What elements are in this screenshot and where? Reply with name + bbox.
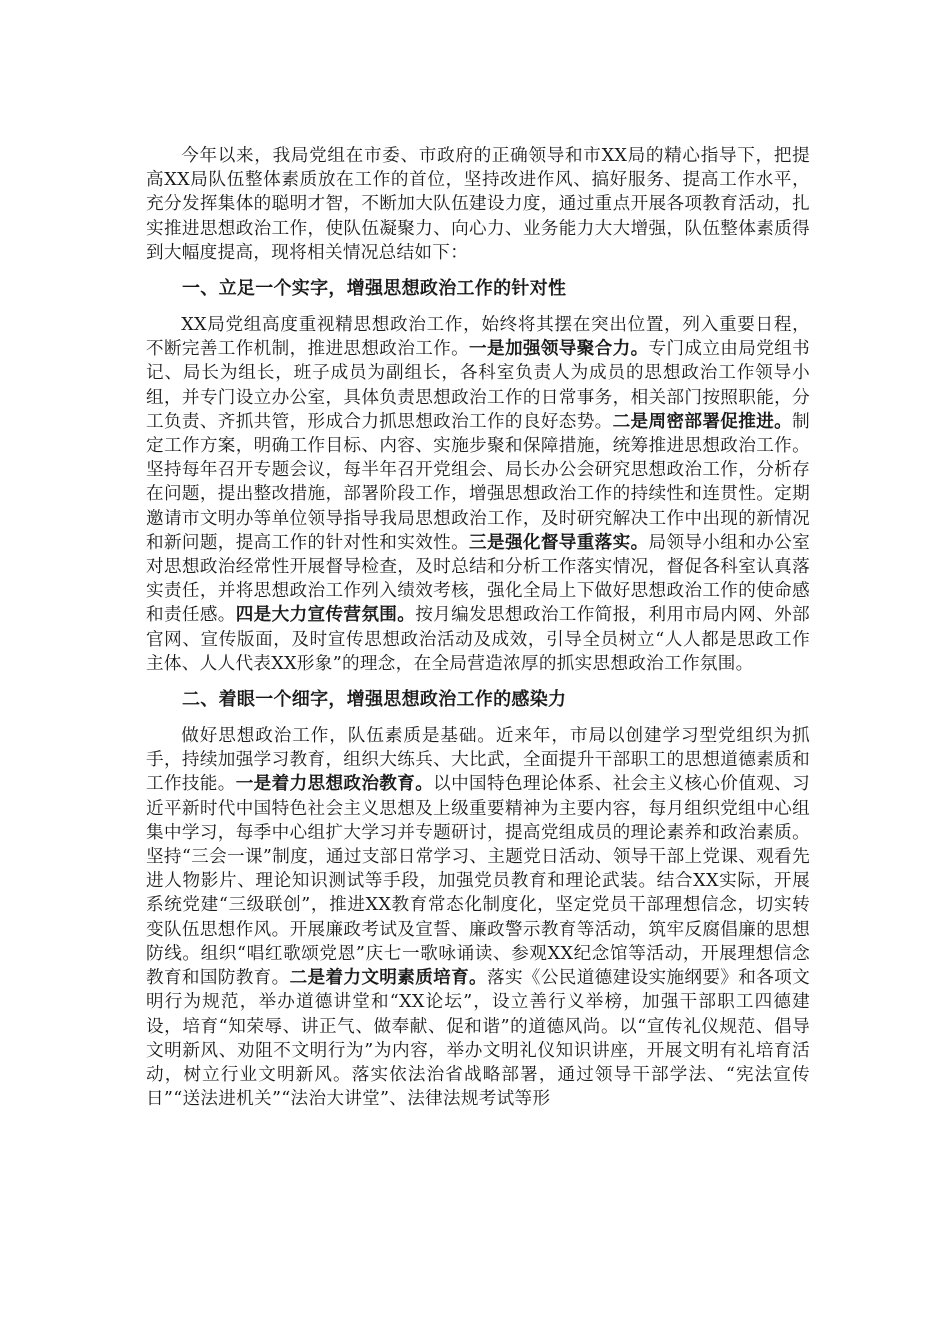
section-1-text-3: 局领导小组和办公室对思想政治经常性开展督导检查，及时总结和分析工作落实情况，督促各科室认真落实责任，并将思想政治工作列入绩效考核，强化全局上下做好思想政治工作的使命感和责任感。: [146, 532, 810, 626]
section-1-text-2: 制定工作方案，明确工作目标、内容、实施步聚和保障措施，统筹推进思想政治工作。坚持每年召开专题会议，每半年召开党组会、局长办公会研究思想政治工作，分析存在问题，提出整改措施，部署阶段工作，增强思想政治工作的持续性和连贯性。定期邀请市文明办等单位领导指导我局思想政治工作，及时研究解决工作中出现的新情况和新问题，提高工作的针对性和实效性。: [146, 411, 810, 553]
section-1-lead-2: 二是周密部署促推进。: [612, 411, 793, 432]
section-2-lead-2: 二是着力文明素质培育。: [289, 968, 487, 989]
section-2-text-1: 以中国特色理论体系、社会主义核心价值观、习近平新时代中国特色社会主义思想及上级重要精神为主要内容，每月组织党组中心组集中学习，每季中心组扩大学习并专题研讨，提高党组成员的理论素养和政治素质。坚持“三会一课”制度，通过支部日常学习、主题党日活动、领导干部上党课、观看先进人物影片、理论知识测试等手段，加强党员教育和理论武装。结合XX实际，开展系统党建“三级联创”，推进XX教育常态化制度化，坚定党员干部理想信念，切实转变队伍思想作风。开展廉政考试及宣誓、廉政警示教育等活动，筑牢反腐倡廉的思想防线。组织“唱红歌颂党恩”庆七一歌咏诵读、参观XX纪念馆等活动，开展理想信念教育和国防教育。: [146, 774, 810, 989]
section-1-paragraph: [146, 313, 810, 676]
section-2-text-2: 落实《公民道德建设实施纲要》和各项文明行为规范，举办道德讲堂和“XX论坛”，设立善行义举榜，加强干部职工四德建设，培育“知荣辱、讲正气、做奉献、促和谐”的道德风尚。以“宣传礼仪规范、倡导文明新风、劝阻不文明行为”为内容，举办文明礼仪知识讲座，开展文明有礼培育活动，树立行业文明新风。落实依法治省战略部署，通过领导干部学法、“宪法宣传日”“送法进机关”“法治大讲堂”、法律法规考试等形: [146, 968, 810, 1110]
section-2-heading: 二、着眼一个细字，增强思想政治工作的感染力: [182, 689, 567, 711]
section-1-text-1: 专门成立由局党组书记、局长为组长，班子成员为副组长，各科室负责人为成员的思想政治工作领导小组，并专门设立办公室，具体负责思想政治工作的日常事务，相关部门按照职能，分工负责、齐抓共管，形成合力抓思想政治工作的良好态势。: [146, 339, 810, 432]
section-2-paragraph: [146, 724, 810, 1111]
intro-paragraph: 今年以来，我局党组在市委、市政府的正确领导和市XX局的精心指导下，把提高XX局队伍整体素质放在工作的首位，坚持改进作风、搞好服务、提高工作水平，充分发挥集体的聪明才智，不断加大队伍建设力度，通过重点开展各项教育活动，扎实推进思想政治工作，使队伍凝聚力、向心力、业务能力大大增强，队伍整体素质得到大幅度提高，现将相关情况总结如下：: [146, 146, 810, 263]
section-2-lead-1: 一是着力思想政治教育。: [235, 774, 434, 795]
section-1-lead-1: 一是加强领导聚合力。: [469, 339, 649, 360]
section-1-lead-3: 三是强化督导重落实。: [469, 532, 649, 553]
section-2-text-0: 做好思想政治工作，队伍素质是基础。近来年，市局以创建学习型党组织为抓手，持续加强学习教育，组织大练兵、大比武，全面提升干部职工的思想道德素质和工作技能。: [146, 726, 810, 795]
section-1-heading: 一、立足一个实字，增强思想政治工作的针对性: [182, 278, 567, 300]
section-1-text-4: 按月编发思想政治工作简报，利用市局内网、外部官网、宣传版面，及时宣传思想政治活动及成效，引导全员树立“人人都是思政工作主体、人人代表XX形象”的理念，在全局营造浓厚的抓实思想政治工作氛围。: [146, 605, 810, 674]
section-1-lead-4: 四是大力宣传营氛围。: [235, 605, 416, 626]
section-1-text-0: XX局党组高度重视精思想政治工作，始终将其摆在突出位置，列入重要日程，不断完善工作机制，推进思想政治工作。: [146, 315, 810, 360]
